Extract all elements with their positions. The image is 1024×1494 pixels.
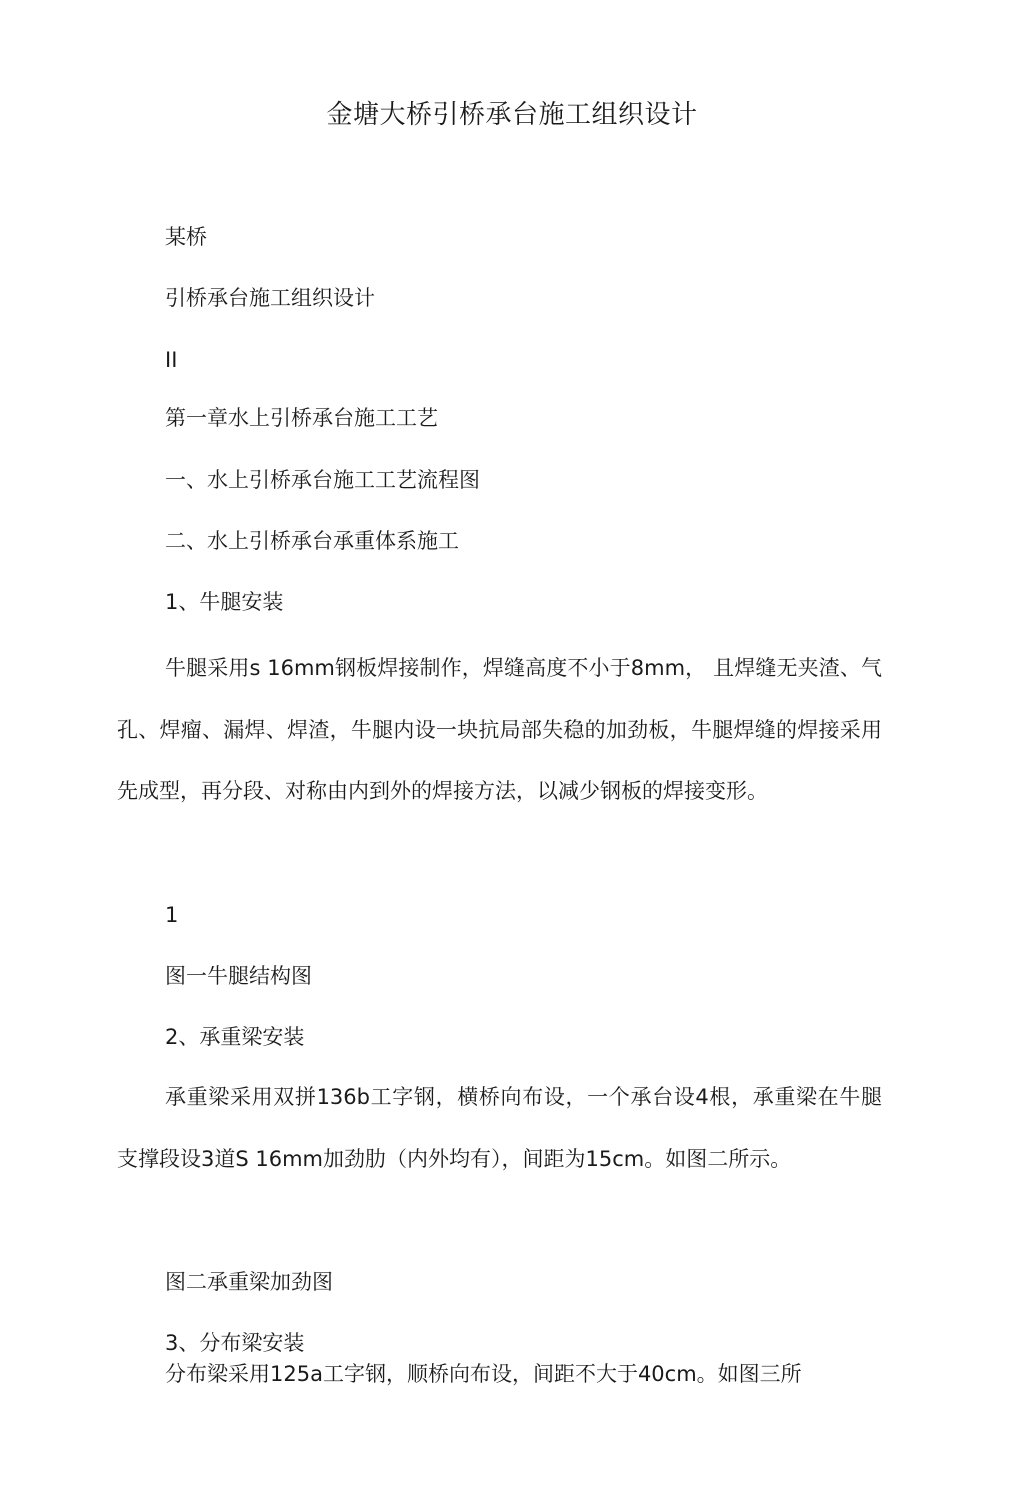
- paragraph-corbel: 牛腿采用s 16mm钢板焊接制作，焊缝高度不小于8mm， 且焊缝无夹渣、气孔、焊瘤、漏焊、焊渣，牛腿内设一块抗局部失稳的加劲板，牛腿焊缝的焊接采用先成型，再分段、对称由内到外的焊接方法，以减少钢板的焊接变形。: [117, 656, 882, 803]
- heading-subtitle: 引桥承台施工组织设计: [165, 286, 375, 310]
- paragraph-bearing-beam: 承重梁采用双拼136b工字钢，横桥向布设，一个承台设4根，承重梁在牛腿支撑段设3道S 16mm加劲肋（内外均有），间距为15cm。如图二所示。: [117, 1085, 882, 1171]
- chapter-heading: 第一章水上引桥承台施工工艺: [165, 406, 438, 430]
- subsection-heading-3: 3、分布梁安装: [165, 1331, 305, 1355]
- figure-caption-1: 图一牛腿结构图: [165, 964, 312, 988]
- figure-caption-2: 图二承重梁加劲图: [165, 1270, 333, 1294]
- document-title: 金塘大桥引桥承台施工组织设计: [326, 100, 698, 130]
- section-heading-1: 一、水上引桥承台施工工艺流程图: [165, 468, 480, 492]
- paragraph-distribution-beam: 分布梁采用125a工字钢，顺桥向布设，间距不大于40cm。如图三所: [165, 1362, 802, 1386]
- section-heading-2: 二、水上引桥承台承重体系施工: [165, 529, 459, 553]
- subsection-heading-1: 1、牛腿安装: [165, 590, 284, 614]
- heading-bridge: 某桥: [165, 225, 207, 249]
- page-marker: II: [165, 348, 178, 372]
- figure-number: 1: [165, 903, 179, 927]
- subsection-heading-2: 2、承重梁安装: [165, 1025, 305, 1049]
